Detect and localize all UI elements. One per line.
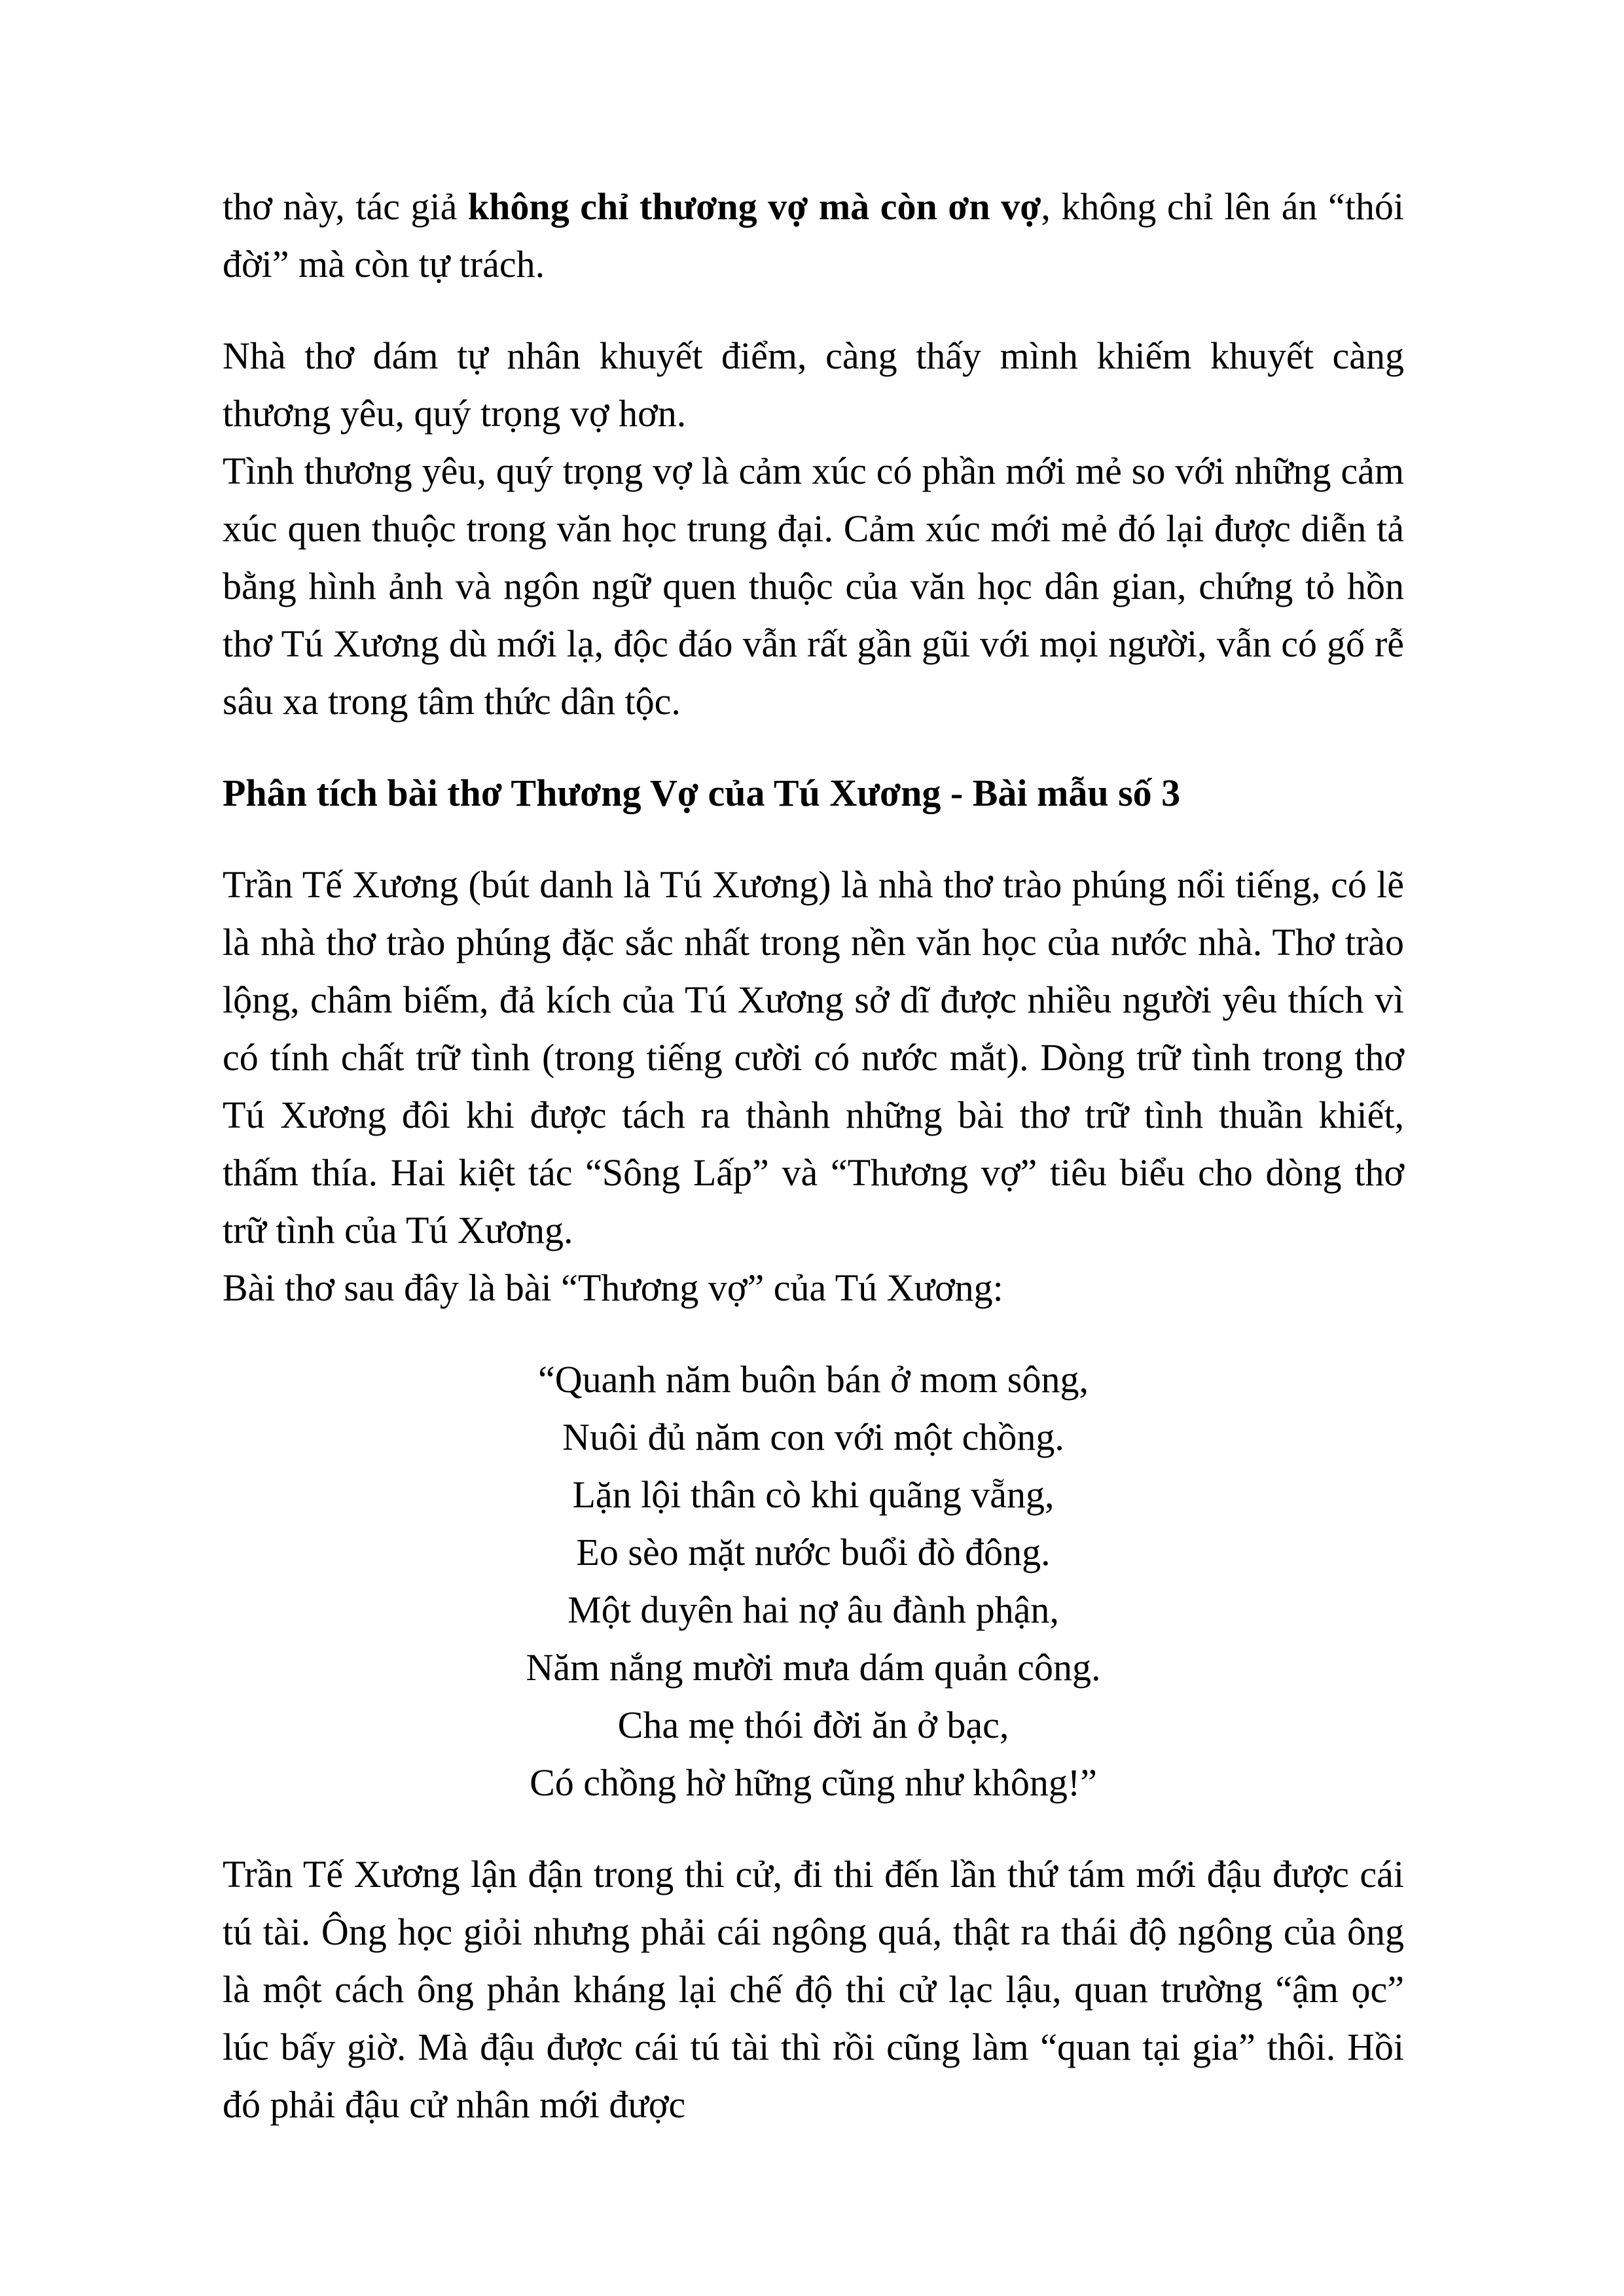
- conclusion-text-bold: không chỉ thương vợ mà còn ơn vợ: [467, 185, 1041, 228]
- paragraph-new-emotion: Tình thương yêu, quý trọng vợ là cảm xúc có phần mới mẻ so với những cảm xúc quen thuộc trong văn học trung đại. Cảm xúc mới mẻ đó lại được diễn tả bằng hình ảnh và ngôn ngữ quen thuộc của văn học dân gian, chứng tỏ hồn thơ Tú Xương dù mới lạ, độc đáo vẫn rất gần gũi với mọi người, vẫn có gố rễ sâu xa trong tâm thức dân tộc.: [223, 450, 1404, 723]
- conclusion-text-pre: thơ này, tác giả: [223, 185, 468, 228]
- poem-line-2: Nuôi đủ năm con với một chồng.: [562, 1416, 1064, 1458]
- poem-line-3: Lặn lội thân cò khi quãng vẵng,: [572, 1473, 1055, 1516]
- paragraph-author-intro: Trần Tế Xương (bút danh là Tú Xương) là nhà thơ trào phúng nổi tiếng, có lẽ là nhà thơ trào phúng đặc sắc nhất trong nền văn học của nước nhà. Thơ trào lộng, châm biếm, đả kích của Tú Xương sở dĩ được nhiều người yêu thích vì có tính chất trữ tình (trong tiếng cười có nước mắt). Dòng trữ tình trong thơ Tú Xương đôi khi được tách ra thành những bài thơ trữ tình thuần khiết, thấm thía. Hai kiệt tác “Sông Lấp” và “Thương vợ” tiêu biểu cho dòng thơ trữ tình của Tú Xương.: [223, 863, 1404, 1251]
- essay-heading: Phân tích bài thơ Thương Vợ của Tú Xương - Bài mẫu số 3: [223, 772, 1181, 814]
- poem-line-6: Năm nắng mười mưa dám quản công.: [526, 1646, 1101, 1689]
- paragraph-conclusion-fragment: [223, 178, 1404, 293]
- poem-line-7: Cha mẹ thói đời ăn ở bạc,: [617, 1704, 1009, 1746]
- poem-line-4: Eo sèo mặt nước buổi đò đông.: [576, 1531, 1051, 1573]
- paragraph-self-criticism: Nhà thơ dám tự nhân khuyết điểm, càng thấy mình khiếm khuyết càng thương yêu, quý trọng vợ hơn.: [223, 334, 1404, 435]
- poem-line-1: “Quanh năm buôn bán ở mom sông,: [538, 1358, 1089, 1401]
- poem-line-8: Có chồng hờ hững cũng như không!”: [530, 1761, 1097, 1804]
- paragraph-poem-lead: Bài thơ sau đây là bài “Thương vợ” của Tú Xương:: [223, 1266, 1003, 1309]
- conclusion-text-post: , không chỉ lên án “thói đời” mà còn tự trách.: [223, 185, 1404, 285]
- poem-line-5: Một duyên hai nợ âu đành phận,: [568, 1588, 1059, 1631]
- poem-thuong-vo: [223, 1351, 1404, 1812]
- paragraph-biography: Trần Tế Xương lận đận trong thi cử, đi thi đến lần thứ tám mới đậu được cái tú tài. Ông học giỏi nhưng phải cái ngông quá, thật ra thái độ ngông của ông là một cách ông phản kháng lại chế độ thi cử lạc lậu, quan trường “ậm ọc” lúc bấy giờ. Mà đậu được cái tú tài thì rồi cũng làm “quan tại gia” thôi. Hồi đó phải đậu cử nhân mới được: [223, 1853, 1404, 2126]
